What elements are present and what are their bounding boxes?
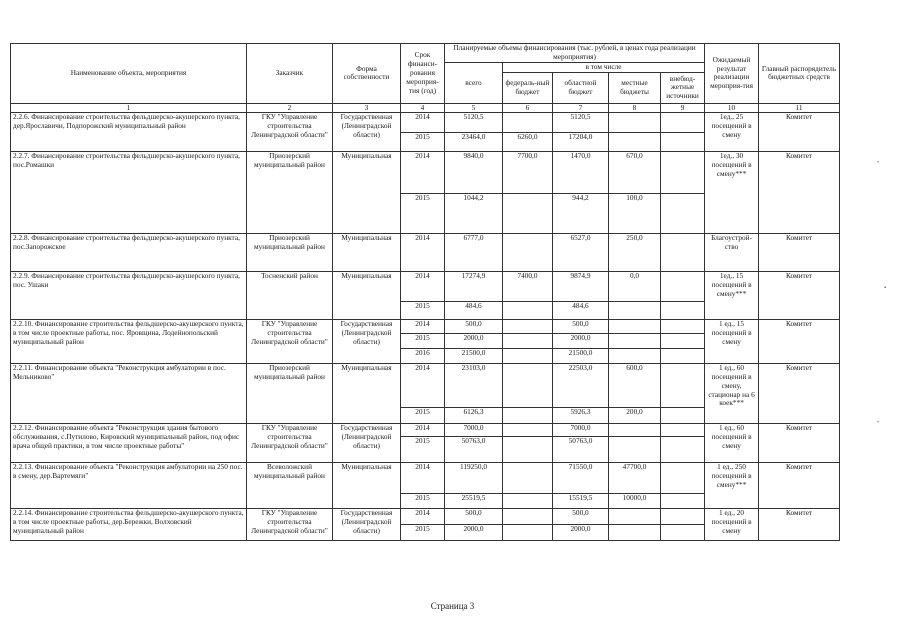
scan-speck: ▪ [884,285,887,291]
expected-result: 1 ед., 15 посещений в смену [705,319,759,363]
amount-regional: 71550,0 [553,462,609,493]
amount-local: 10000,0 [609,493,661,508]
customer: ГКУ "Управление строительства Ленинградской области" [247,508,333,540]
colnum: 3 [333,103,401,112]
amount-regional: 2000,0 [553,524,609,540]
budget-manager: Комитет [759,508,840,540]
colnum: 5 [445,103,503,112]
year: 2014 [401,462,445,493]
page-number: Страница 3 [430,601,475,611]
year: 2015 [401,407,445,423]
amount-regional: 944,2 [553,193,609,233]
expected-result: Благоустрой-ство [705,233,759,271]
ownership-form: Государственная (Ленинградской области) [333,112,401,151]
customer: ГКУ "Управление строительства Ленинградской области" [247,423,333,462]
amount-federal [503,333,553,348]
amount-total: 2000,0 [445,524,503,540]
amount-local [609,508,661,524]
header-result: Ожидаемый результат реализации мероприя-тия [705,44,759,104]
customer: ГКУ "Управление строительства Ленинградской области" [247,319,333,363]
scan-speck: • [877,420,880,426]
object-name: 2.2.12. Финансирование объекта "Реконструкция здания бытового обслуживания, с.Путилово, Кировский муниципальный район, под офис врача общей практики, в том числе проектные работы" [11,423,247,462]
table-row [11,363,840,407]
ownership-form: Муниципальная [333,363,401,423]
amount-offbudget [661,436,705,462]
amount-total: 6777,0 [445,233,503,271]
year: 2014 [401,233,445,271]
budget-manager: Комитет [759,363,840,423]
amount-local [609,112,661,132]
ownership-form: Муниципальная [333,271,401,319]
amount-local [609,436,661,462]
table-row [11,151,840,193]
amount-total: 6126,3 [445,407,503,423]
amount-total: 5120,5 [445,112,503,132]
expected-result: 1ед., 15 посещений в смену*** [705,271,759,319]
amount-federal [503,436,553,462]
amount-offbudget [661,271,705,301]
colnum: 2 [247,103,333,112]
table-row [11,462,840,493]
amount-regional: 2000,0 [553,333,609,348]
colnum: 4 [401,103,445,112]
amount-regional: 1470,0 [553,151,609,193]
amount-offbudget [661,132,705,151]
amount-federal [503,493,553,508]
amount-local: 200,0 [609,407,661,423]
amount-offbudget [661,193,705,233]
amount-total: 21500,0 [445,348,503,363]
amount-federal [503,112,553,132]
amount-federal: 7700,0 [503,151,553,193]
object-name: 2.2.14. Финансирование строительства фельдшерско-акушерского пункта, в том числе проектные работы, дер.Бережки, Волховский муниципальный район [11,508,247,540]
amount-regional: 7000,0 [553,423,609,436]
amount-offbudget [661,363,705,407]
financing-table [10,43,840,541]
amount-local [609,132,661,151]
object-name: 2.2.10. Финансирование строительства фельдшерско-акушерского пункта, в том числе проектные работы, пос. Яровщина, Лодейнопольский муниципальный район [11,319,247,363]
ownership-form: Государственная (Ленинградской области) [333,423,401,462]
amount-total: 9840,0 [445,151,503,193]
colnum: 9 [661,103,705,112]
expected-result: 1ед., 30 посещений в смену*** [705,151,759,233]
amount-local: 100,0 [609,193,661,233]
amount-regional: 500,0 [553,508,609,524]
table-row [11,112,840,132]
year: 2014 [401,319,445,333]
year: 2014 [401,271,445,301]
expected-result: 1 ед., 20 посещений в смену [705,508,759,540]
year: 2015 [401,524,445,540]
amount-regional: 15519,5 [553,493,609,508]
amount-total: 119250,0 [445,462,503,493]
amount-regional: 500,0 [553,319,609,333]
object-name: 2.2.9. Финансирование строительства фельдшерско-акушерского пункта, пос. Ушаки [11,271,247,319]
expected-result: 1 ед., 60 посещений в смену [705,423,759,462]
year: 2014 [401,363,445,407]
year: 2015 [401,301,445,319]
year: 2015 [401,333,445,348]
year: 2014 [401,423,445,436]
customer: Приозерский муниципальный район [247,151,333,233]
amount-offbudget [661,524,705,540]
table-row [11,423,840,436]
object-name: 2.2.8. Финансирование строительства фельдшерско-акушерского пункта, пос.Запорожское [11,233,247,271]
amount-offbudget [661,493,705,508]
year: 2014 [401,112,445,132]
amount-offbudget [661,462,705,493]
amount-total: 17274,9 [445,271,503,301]
object-name: 2.2.11. Финансирование объекта "Реконструкция амбулатории в пос. Мельниково" [11,363,247,423]
year: 2014 [401,151,445,193]
header-federal: федераль-ный бюджет [503,72,553,103]
amount-local [609,423,661,436]
colnum: 6 [503,103,553,112]
table-row [11,508,840,524]
amount-federal [503,508,553,524]
amount-local [609,319,661,333]
table-body [11,112,840,540]
amount-regional: 5926,3 [553,407,609,423]
year: 2015 [401,193,445,233]
header-form: Форма собственности [333,44,401,104]
amount-total: 25519,5 [445,493,503,508]
amount-total: 484,6 [445,301,503,319]
colnum: 10 [705,103,759,112]
amount-offbudget [661,301,705,319]
header-manager: Главный распорядитель бюджетных средств [759,44,840,104]
amount-federal [503,319,553,333]
column-numbers-row [11,103,840,112]
budget-manager: Комитет [759,423,840,462]
amount-total: 23103,0 [445,363,503,407]
amount-local: 47700,0 [609,462,661,493]
amount-local: 250,0 [609,233,661,271]
table-row [11,233,840,271]
header-local: местные бюджеты [609,72,661,103]
amount-offbudget [661,151,705,193]
table-row [11,271,840,301]
header-offbudget: внебюд-жетные источники [661,72,705,103]
ownership-form: Государственная (Ленинградской области) [333,508,401,540]
amount-offbudget [661,423,705,436]
amount-regional: 484,6 [553,301,609,319]
amount-federal [503,524,553,540]
amount-total: 1044,2 [445,193,503,233]
expected-result: 1ед., 25 посещений в смену [705,112,759,151]
object-name: 2.2.6. Финансирование строительства фельдшерско-акушерского пункта, дер.Ярославичи, Подпорожский муниципальный район [11,112,247,151]
amount-federal [503,407,553,423]
year: 2016 [401,348,445,363]
amount-total: 500,0 [445,508,503,524]
amount-offbudget [661,508,705,524]
amount-local [609,301,661,319]
year: 2015 [401,132,445,151]
ownership-form: Муниципальная [333,462,401,508]
amount-offbudget [661,333,705,348]
budget-manager: Комитет [759,233,840,271]
amount-offbudget [661,112,705,132]
amount-local: 600,0 [609,363,661,407]
amount-federal [503,363,553,407]
customer: Приозерский муниципальный район [247,363,333,423]
object-name: 2.2.13. Финансирование объекта "Реконструкция амбулатории на 250 пос. в смену, дер.Вартемяги" [11,462,247,508]
amount-local [609,348,661,363]
amount-regional: 50763,0 [553,436,609,462]
header-planned: Планируемые объемы финансирования (тыс. рублей, в ценах года реализации мероприятия) [445,44,705,63]
header-total: всего [445,63,503,104]
expected-result: 1 ед., 60 посещений в смену, стационар на 6 коек*** [705,363,759,423]
header-term: Срок финанси-рования мероприя-тия (год) [401,44,445,104]
header-regional: областной бюджет [553,72,609,103]
customer: Тосненский район [247,271,333,319]
amount-federal [503,348,553,363]
amount-regional: 9874,9 [553,271,609,301]
amount-regional: 17204,0 [553,132,609,151]
amount-federal [503,423,553,436]
customer: Всеволожский муниципальный район [247,462,333,508]
ownership-form: Муниципальная [333,233,401,271]
ownership-form: Муниципальная [333,151,401,233]
budget-manager: Комитет [759,151,840,233]
amount-offbudget [661,348,705,363]
header-incl: в том числе [503,63,705,73]
table-header [11,44,840,113]
budget-manager: Комитет [759,319,840,363]
budget-manager: Комитет [759,271,840,319]
amount-regional: 5120,5 [553,112,609,132]
amount-total: 23464,0 [445,132,503,151]
amount-federal [503,462,553,493]
ownership-form: Государственная (Ленинградской области) [333,319,401,363]
header-customer: Заказчик [247,44,333,104]
amount-total: 50763,0 [445,436,503,462]
amount-offbudget [661,407,705,423]
amount-federal [503,193,553,233]
amount-federal: 7400,0 [503,271,553,301]
amount-offbudget [661,319,705,333]
scan-speck: • [877,160,880,166]
colnum: 8 [609,103,661,112]
customer: Приозерский муниципальный район [247,233,333,271]
amount-offbudget [661,233,705,271]
amount-total: 500,0 [445,319,503,333]
amount-federal [503,233,553,271]
year: 2015 [401,493,445,508]
expected-result: 1 ед., 250 посещений в смену*** [705,462,759,508]
colnum: 11 [759,103,840,112]
amount-regional: 22503,0 [553,363,609,407]
amount-federal [503,301,553,319]
budget-manager: Комитет [759,462,840,508]
budget-manager: Комитет [759,112,840,151]
amount-local: 0,0 [609,271,661,301]
amount-federal: 6260,0 [503,132,553,151]
amount-regional: 6527,0 [553,233,609,271]
object-name: 2.2.7. Финансирование строительства фельдшерско-акушерского пункта, пос.Ромашки [11,151,247,233]
amount-local: 670,0 [609,151,661,193]
amount-total: 2000,0 [445,333,503,348]
colnum: 7 [553,103,609,112]
year: 2014 [401,508,445,524]
colnum: 1 [11,103,247,112]
amount-total: 7000,0 [445,423,503,436]
amount-local [609,524,661,540]
table-row [11,319,840,333]
header-name: Наименование объекта, мероприятия [11,44,247,104]
amount-local [609,333,661,348]
year: 2015 [401,436,445,462]
amount-regional: 21500,0 [553,348,609,363]
customer: ГКУ "Управление строительства Ленинградской области" [247,112,333,151]
